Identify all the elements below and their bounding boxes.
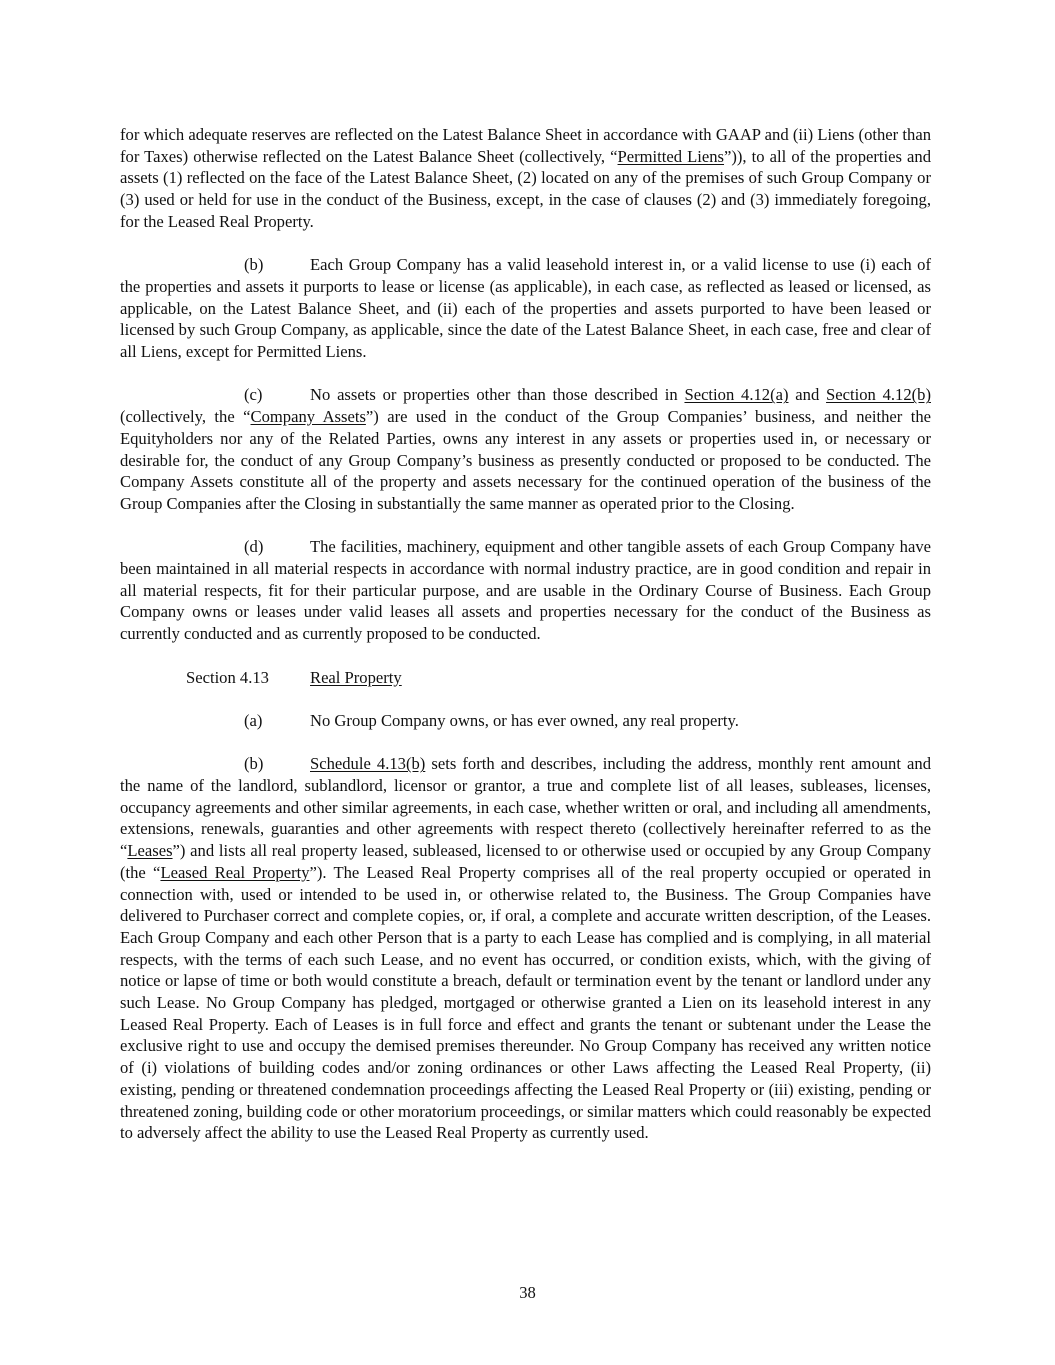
paragraph-c <box>120 384 931 514</box>
text: No Group Company owns, or has ever owned, any real property. <box>310 710 739 730</box>
clause-label: (c) <box>244 385 263 405</box>
text: ”)), to all of the properties and assets (1) reflected on the face of the Latest Balance Sheet, (2) located on any of the premises of such Group Company or (3) used or held for use in the conduct of the Business, except, in the case of clauses (2) and (3) immediately foregoing, for the Leased Real Property. <box>120 146 931 231</box>
clause-label: (d) <box>244 537 264 557</box>
defined-term-leased-real-property: Leased Real Property <box>160 862 310 882</box>
section-title: Real Property <box>310 667 402 687</box>
clause-label: (b) <box>244 255 264 275</box>
cross-reference-schedule-4-13-b: Schedule 4.13(b) <box>310 754 426 774</box>
text: ”). The Leased Real Property comprises all of the real property occupied or operated in connection with, used or intended to be used in, or otherwise related to, the Business. The Group Companies have delivered to Purchaser correct and complete copies, or, if oral, a complete and accurate written description, of the Leases. Each Group Company and each other Person that is a party to each Lease has complied and is complying, in all material respects, with the terms of each such Lease, and no event has occurred, or condition exists, which, with the giving of notice or lapse of time or both would constitute a breach, default or termination event by the tenant or landlord under any such Lease. No Group Company has pledged, mortgaged or otherwise granted a Lien on its leasehold interest in any Leased Real Property. Each of Leases is in full force and effect and grants the tenant or subtenant under the Lease the exclusive right to use and occupy the demised premises thereunder. No Group Company has received any written notice of (i) violations of building codes and/or zoning ordinances or other Laws affecting the Leased Real Property, (ii) existing, pending or threatened condemnation proceedings affecting the Leased Real Property or (iii) existing, pending or threatened zoning, building code or other moratorium proceedings, or similar matters which could reasonably be expected to adversely affect the ability to use the Leased Real Property as currently used. <box>120 862 932 1143</box>
section-4-13-b <box>120 753 931 1144</box>
text: sets forth and describes, including the address, monthly rent amount and the name of the landlord, sublandlord, licensor or grantor, a true and complete list of all leases, subleases, licenses, occupancy agreements and other similar agreements, in each case, whether written or oral, and including all amendments, extensions, renewals, guaranties and other agreements with respect thereto (collectively hereinafter referred to as the “ <box>120 754 931 861</box>
text: The facilities, machinery, equipment and other tangible assets of each Group Company have been maintained in all material respects in accordance with normal industry practice, are in good condition and repair in all material respects, fit for their particular purpose, and are usable in the Ordinary Course of Business. Each Group Company owns or leases under valid leases all assets and properties necessary for the conduct of the Business as currently conducted and as currently proposed to be conducted. <box>120 537 931 644</box>
clause-label: (a) <box>244 710 263 730</box>
defined-term-company-assets: Company Assets <box>250 407 366 427</box>
text: Each Group Company has a valid leasehold interest in, or a valid license to use (i) each of the properties and assets it purports to lease or license (as applicable), in each case, as reflected as leased or licensed, as applicable, on the Latest Balance Sheet, and (ii) each of the properties and assets purported to have been leased or licensed by such Group Company, as applicable, since the date of the Latest Balance Sheet, in each case, free and clear of all Liens, except for Permitted Liens. <box>120 255 931 362</box>
cross-reference-section-4-12-b: Section 4.12(b) <box>826 385 931 405</box>
text: ”) and lists all real property leased, subleased, licensed to or otherwise used or occupied by any Group Company (the “ <box>120 841 931 882</box>
text: and <box>788 385 827 405</box>
defined-term-permitted-liens: Permitted Liens <box>617 146 725 166</box>
section-number: Section 4.13 <box>186 667 269 687</box>
text: No assets or properties other than those described in <box>310 385 685 405</box>
paragraph-d <box>120 536 931 645</box>
text: for which adequate reserves are reflected on the Latest Balance Sheet in accordance with GAAP and (ii) Liens (other than for Taxes) otherwise reflected on the Latest Balance Sheet (collectively, “ <box>120 125 931 166</box>
document-page <box>120 124 931 1166</box>
defined-term-leases: Leases <box>127 841 173 861</box>
cross-reference-section-4-12-a: Section 4.12(a) <box>684 385 789 405</box>
paragraph-b <box>120 254 931 363</box>
page-number: 38 <box>519 1283 536 1302</box>
text: (collectively, the “ <box>120 407 251 427</box>
clause-label: (b) <box>244 754 264 774</box>
section-4-13-a <box>244 710 931 732</box>
paragraph-a-continuation <box>120 124 931 233</box>
text: ”) are used in the conduct of the Group Companies’ business, and neither the Equityholders nor any of the Related Parties, owns any interest in any assets or properties used in, or necessary or desirable for, the conduct of any Group Company’s business as presently conducted or proposed to be conducted. The Company Assets constitute all of the property and assets necessary for the continued operation of the business of the Group Companies after the Closing in substantially the same manner as operated prior to the Closing. <box>120 407 932 513</box>
section-heading <box>186 667 931 689</box>
